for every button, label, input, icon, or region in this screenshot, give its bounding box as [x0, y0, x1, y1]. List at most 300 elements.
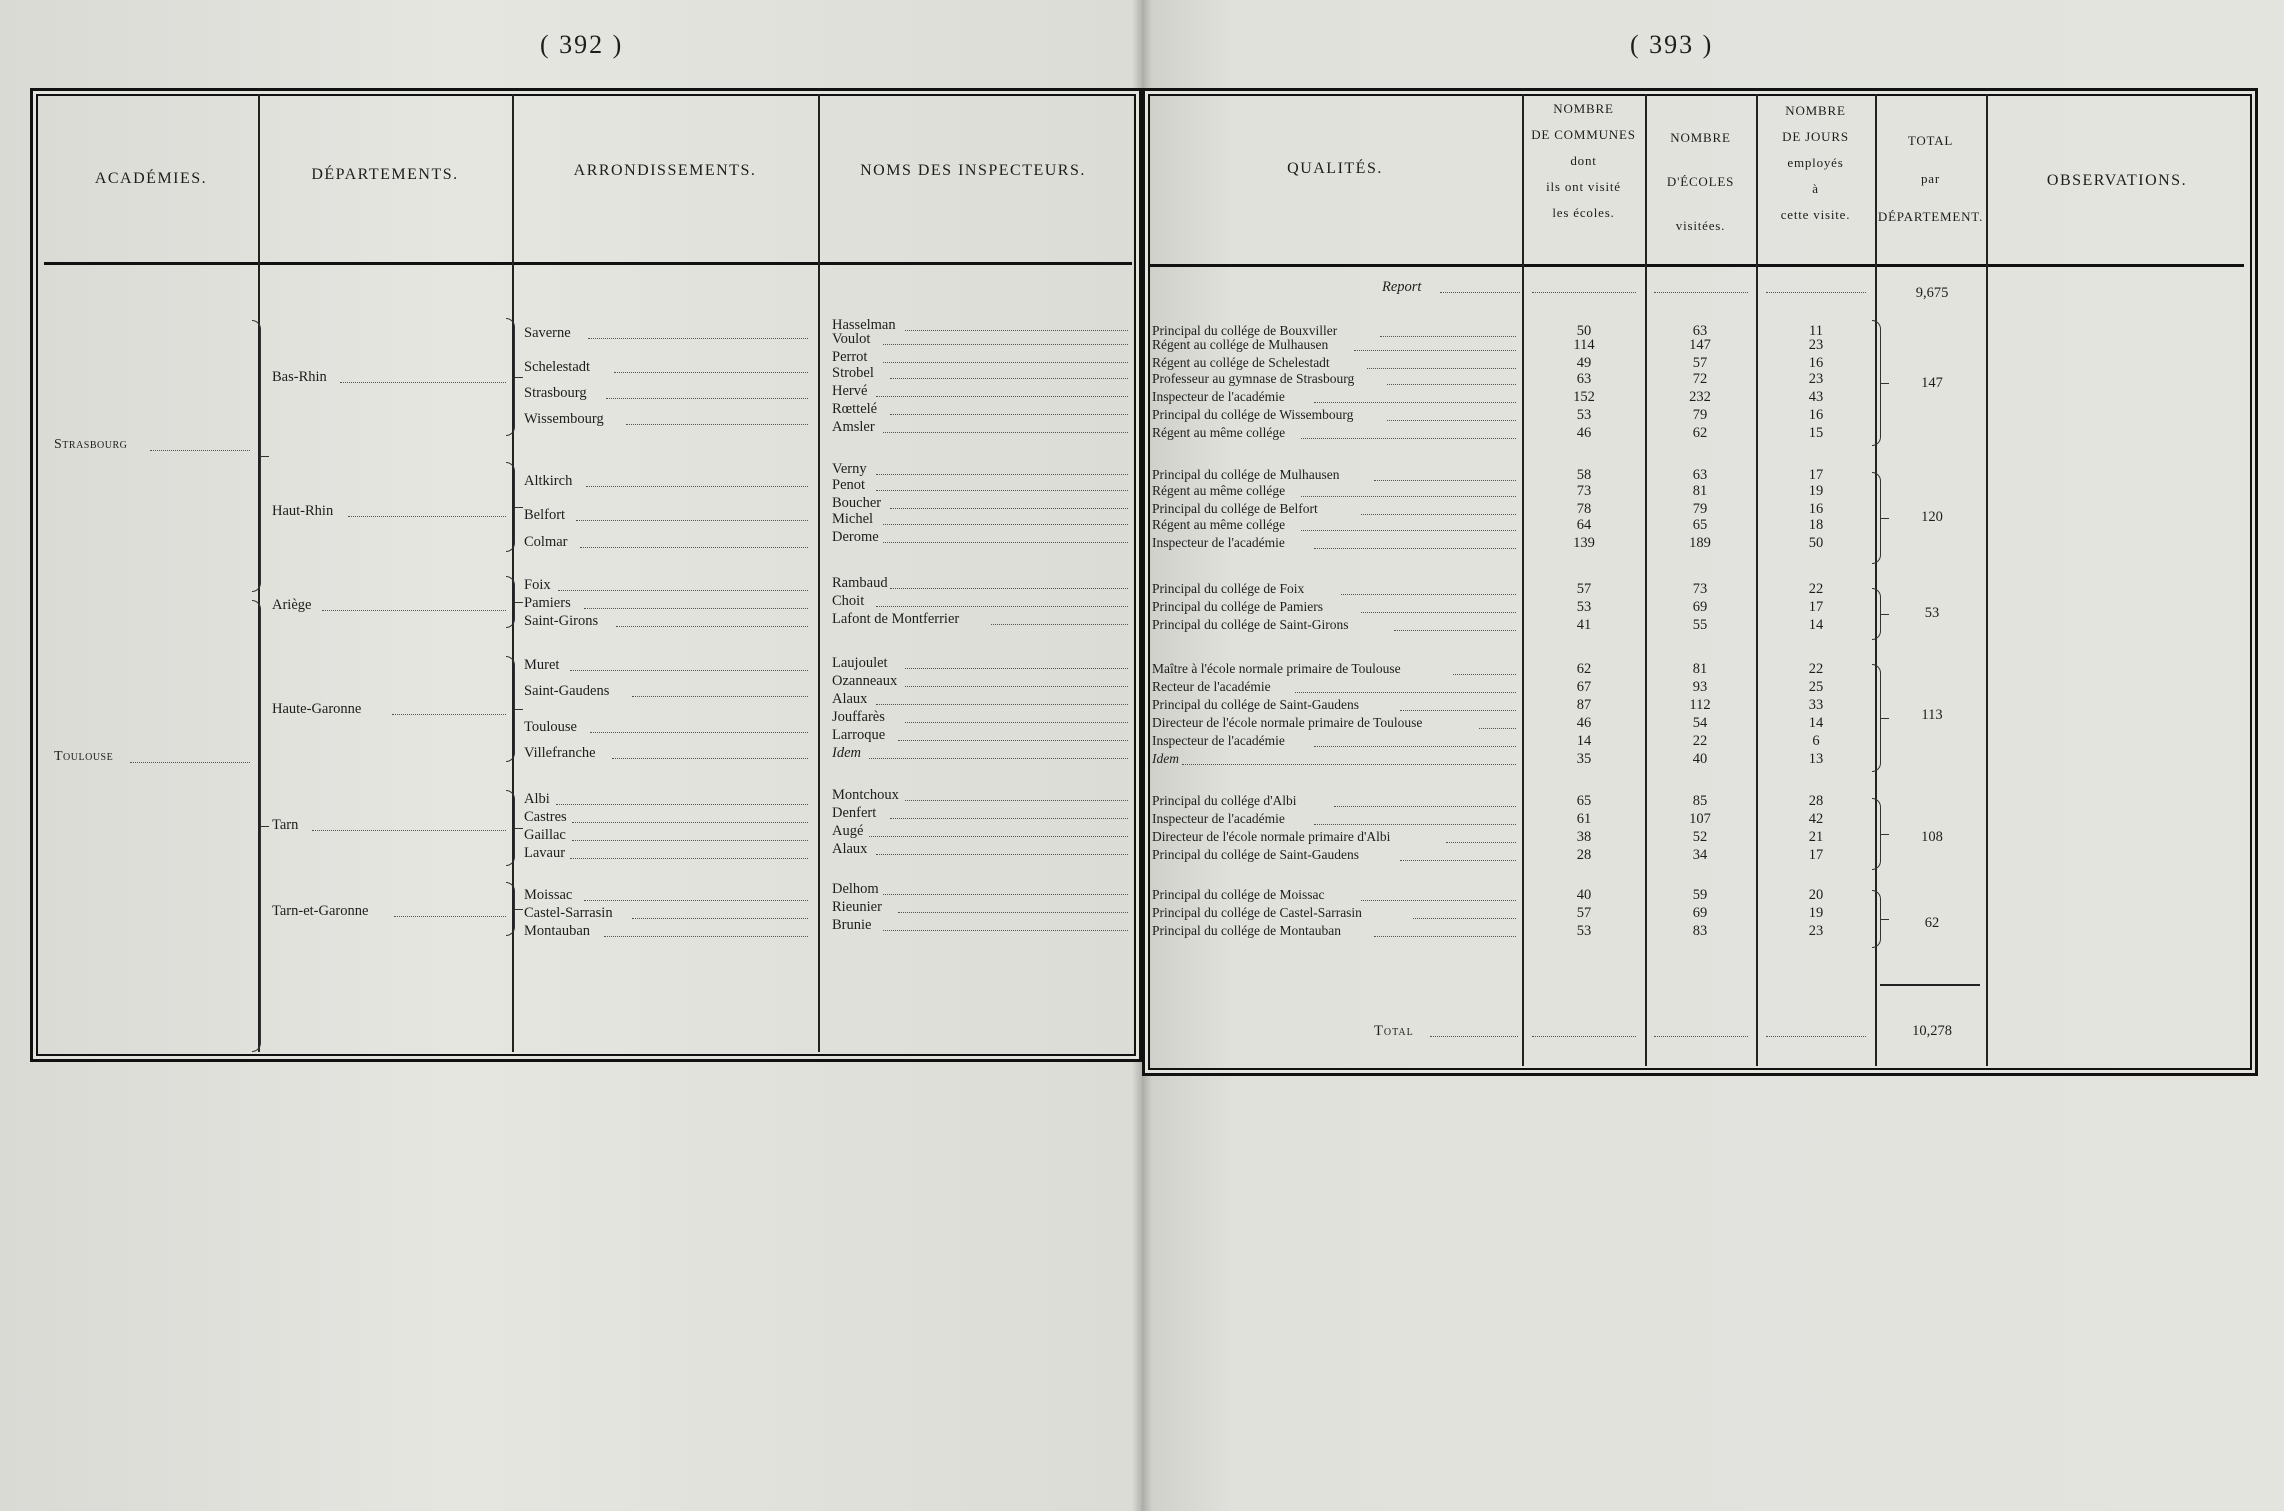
- leader-dots: [1394, 630, 1516, 631]
- arr-villefranche: Villefranche: [524, 745, 596, 761]
- leader-dots: [1301, 438, 1516, 439]
- arr-pamiers: Pamiers: [524, 595, 571, 611]
- academy-strasbourg: Strasbourg: [54, 437, 128, 452]
- leader-dots: [588, 338, 808, 339]
- jours-value: 23: [1808, 923, 1824, 939]
- jours-value: 20: [1808, 887, 1824, 903]
- leader-dots: [606, 398, 808, 399]
- jours-value: 43: [1808, 389, 1824, 405]
- arr-albi: Albi: [524, 791, 550, 807]
- inspecteur-name: Brunie: [832, 917, 872, 933]
- communes-value: 53: [1576, 407, 1592, 423]
- leader-dots: [584, 900, 808, 901]
- communes-value: 62: [1576, 661, 1592, 677]
- header-ecoles: NOMBRE D'ÉCOLES visitées.: [1666, 130, 1735, 233]
- communes-value: 152: [1573, 389, 1595, 405]
- grand-total: 10,278: [1912, 1023, 1952, 1039]
- ecoles-value: 63: [1692, 323, 1708, 339]
- leader-dots: [312, 830, 506, 831]
- inspecteur-name: Amsler: [832, 419, 875, 435]
- header-observations: OBSERVATIONS.: [2046, 172, 2188, 189]
- arr-muret: Muret: [524, 657, 560, 673]
- header-departements: DÉPARTEMENTS.: [311, 166, 459, 183]
- leader-dots: [883, 362, 1128, 363]
- jours-value: 23: [1808, 337, 1824, 353]
- leader-dots: [1334, 806, 1516, 807]
- communes-value: 64: [1576, 517, 1592, 533]
- inspecteur-name: Verny: [832, 461, 867, 477]
- jours-value: 23: [1808, 371, 1824, 387]
- ecoles-value: 62: [1692, 425, 1708, 441]
- brace: [506, 462, 515, 552]
- brace: [506, 656, 515, 762]
- jours-value: 14: [1808, 617, 1824, 633]
- brace: [1872, 798, 1881, 870]
- leader-dots: [1354, 350, 1516, 351]
- qualite-text: Principal du collége de Montauban: [1152, 923, 1341, 938]
- qualite-text: Directeur de l'école normale primaire d'Albi: [1152, 829, 1391, 844]
- brace: [1872, 890, 1881, 948]
- jours-value: 22: [1808, 581, 1824, 597]
- arr-belfort: Belfort: [524, 507, 566, 523]
- communes-value: 38: [1576, 829, 1592, 845]
- inspecteur-name: Strobel: [832, 365, 874, 381]
- leader-dots: [1430, 1036, 1518, 1037]
- col-divider: [1986, 94, 1988, 1066]
- inspecteur-name: Jouffarès: [832, 709, 885, 725]
- brace: [506, 576, 515, 628]
- leader-dots: [876, 854, 1128, 855]
- communes-value: 53: [1576, 923, 1592, 939]
- communes-value: 73: [1576, 483, 1592, 499]
- leader-dots: [898, 740, 1128, 741]
- qualite-text: Régent au même collége: [1152, 517, 1286, 532]
- leader-dots: [1400, 710, 1516, 711]
- leader-dots: [1380, 336, 1516, 337]
- leader-dots: [584, 608, 808, 609]
- leader-dots: [1295, 692, 1516, 693]
- inspecteur-name: Hervé: [832, 383, 868, 399]
- inspecteur-name: Augé: [832, 823, 864, 839]
- leader-dots: [1440, 292, 1520, 293]
- brace: [1872, 588, 1881, 640]
- ecoles-value: 81: [1692, 661, 1708, 677]
- leader-dots: [1654, 1036, 1748, 1037]
- leader-dots: [570, 670, 808, 671]
- arr-colmar: Colmar: [524, 534, 568, 550]
- inspecteur-name: Choit: [832, 593, 865, 609]
- leader-dots: [1341, 594, 1516, 595]
- leader-dots: [632, 918, 808, 919]
- leader-dots: [590, 732, 808, 733]
- ecoles-value: 59: [1692, 887, 1708, 903]
- jours-value: 21: [1808, 829, 1824, 845]
- brace: [506, 790, 515, 866]
- dept-total: 53: [1924, 605, 1940, 621]
- dept-total: 62: [1924, 915, 1940, 931]
- leader-dots: [890, 378, 1128, 379]
- jours-value: 28: [1808, 793, 1824, 809]
- leader-dots: [890, 414, 1128, 415]
- communes-value: 58: [1576, 467, 1592, 483]
- leader-dots: [1374, 936, 1516, 937]
- leader-dots: [1314, 746, 1516, 747]
- jours-value: 22: [1808, 661, 1824, 677]
- report-label: Report: [1382, 279, 1422, 295]
- arr-saint-girons: Saint-Girons: [524, 613, 599, 629]
- leader-dots: [576, 520, 808, 521]
- ecoles-value: 40: [1692, 751, 1708, 767]
- qualite-text: Principal du collége d'Albi: [1152, 793, 1297, 808]
- leader-dots: [1314, 548, 1516, 549]
- dept-bas-rhin: Bas-Rhin: [272, 369, 327, 385]
- leader-dots: [348, 516, 506, 517]
- report-value: 9,675: [1915, 285, 1949, 301]
- inspecteur-name: Larroque: [832, 727, 886, 743]
- qualite-text: Régent au collége de Mulhausen: [1152, 337, 1329, 352]
- leader-dots: [1367, 368, 1516, 369]
- ecoles-value: 73: [1692, 581, 1708, 597]
- jours-value: 25: [1808, 679, 1824, 695]
- qualite-text: Maître à l'école normale primaire de Toulouse: [1152, 661, 1401, 676]
- communes-value: 28: [1576, 847, 1592, 863]
- arr-montauban: Montauban: [524, 923, 591, 939]
- dept-total: 120: [1921, 509, 1943, 525]
- jours-value: 18: [1808, 517, 1824, 533]
- header-academies: ACADÉMIES.: [94, 170, 208, 187]
- jours-value: 17: [1808, 599, 1824, 615]
- leader-dots: [604, 936, 808, 937]
- leader-dots: [394, 916, 506, 917]
- inspecteur-name: Alaux: [832, 691, 868, 707]
- leader-dots: [572, 822, 808, 823]
- leader-dots: [905, 668, 1128, 669]
- qualite-text: Recteur de l'académie: [1152, 679, 1271, 694]
- left-page-number: ( 392 ): [540, 30, 624, 59]
- leader-dots: [1387, 420, 1516, 421]
- leader-dots: [1453, 674, 1516, 675]
- ecoles-value: 232: [1689, 389, 1711, 405]
- leader-dots: [1654, 292, 1748, 293]
- ecoles-value: 93: [1692, 679, 1708, 695]
- arr-wissembourg: Wissembourg: [524, 411, 604, 427]
- leader-dots: [883, 930, 1128, 931]
- jours-value: 11: [1809, 323, 1823, 339]
- brace: [1872, 664, 1881, 772]
- qualite-text: Directeur de l'école normale primaire de Toulouse: [1152, 715, 1423, 730]
- jours-value: 17: [1808, 847, 1824, 863]
- ecoles-value: 57: [1692, 355, 1708, 371]
- left-header-rule: [44, 262, 1132, 265]
- dept-total: 108: [1921, 829, 1943, 845]
- leader-dots: [898, 912, 1128, 913]
- header-arrondissements: ARRONDISSEMENTS.: [573, 162, 757, 179]
- qualite-text: Principal du collége de Pamiers: [1152, 599, 1323, 614]
- inspecteur-name: Denfert: [832, 805, 877, 821]
- jours-value: 19: [1808, 905, 1824, 921]
- total-rule: [1880, 984, 1980, 986]
- qualite-text: Principal du collége de Foix: [1152, 581, 1305, 596]
- communes-value: 78: [1576, 501, 1592, 517]
- leader-dots: [869, 836, 1128, 837]
- qualite-text: Principal du collége de Mulhausen: [1152, 467, 1340, 482]
- leader-dots: [890, 588, 1128, 589]
- header-jours: NOMBRE DE JOURS employés à cette visite.: [1780, 103, 1851, 222]
- qualite-text: Idem: [1152, 751, 1179, 766]
- communes-value: 35: [1576, 751, 1592, 767]
- arr-saverne: Saverne: [524, 325, 571, 341]
- leader-dots: [322, 610, 506, 611]
- qualite-text: Principal du collége de Wissembourg: [1152, 407, 1354, 422]
- leader-dots: [1361, 514, 1516, 515]
- right-page-number: ( 393 ): [1630, 30, 1714, 59]
- arr-lavaur: Lavaur: [524, 845, 566, 861]
- leader-dots: [586, 486, 808, 487]
- arr-saint-gaudens: Saint-Gaudens: [524, 683, 610, 699]
- inspecteur-name: Penot: [832, 477, 866, 493]
- inspecteur-name: Rambaud: [832, 575, 888, 591]
- leader-dots: [1374, 480, 1516, 481]
- ecoles-value: 54: [1692, 715, 1708, 731]
- qualite-text: Inspecteur de l'académie: [1152, 389, 1285, 404]
- communes-value: 50: [1576, 323, 1592, 339]
- leader-dots: [1413, 918, 1516, 919]
- jours-value: 17: [1808, 467, 1824, 483]
- jours-value: 50: [1808, 535, 1824, 551]
- leader-dots: [883, 894, 1128, 895]
- leader-dots: [392, 714, 506, 715]
- brace: [1872, 320, 1881, 446]
- jours-value: 16: [1808, 407, 1824, 423]
- ecoles-value: 79: [1692, 407, 1708, 423]
- jours-value: 14: [1808, 715, 1824, 731]
- arr-castel-sarrasin: Castel-Sarrasin: [524, 905, 613, 921]
- ecoles-value: 81: [1692, 483, 1708, 499]
- qualite-text: Principal du collége de Bouxviller: [1152, 323, 1338, 338]
- inspecteur-name: Ozanneaux: [832, 673, 898, 689]
- leader-dots: [1479, 728, 1516, 729]
- dept-haute-garonne: Haute-Garonne: [272, 701, 362, 717]
- jours-value: 16: [1808, 355, 1824, 371]
- jours-value: 13: [1808, 751, 1824, 767]
- arr-toulouse: Toulouse: [524, 719, 577, 735]
- ecoles-value: 22: [1692, 733, 1708, 749]
- leader-dots: [570, 858, 808, 859]
- inspecteur-name: Rœttelé: [832, 401, 878, 417]
- ecoles-value: 107: [1689, 811, 1711, 827]
- brace: [1872, 472, 1881, 564]
- communes-value: 63: [1576, 371, 1592, 387]
- qualite-text: Principal du collége de Saint-Gaudens: [1152, 697, 1359, 712]
- arr-schelestadt: Schelestadt: [524, 359, 591, 375]
- communes-value: 53: [1576, 599, 1592, 615]
- communes-value: 41: [1576, 617, 1592, 633]
- leader-dots: [1532, 292, 1636, 293]
- leader-dots: [1766, 292, 1866, 293]
- ecoles-value: 55: [1692, 617, 1708, 633]
- header-communes: NOMBRE DE COMMUNES dont ils ont visité les écoles.: [1531, 101, 1636, 220]
- arr-castres: Castres: [524, 809, 567, 825]
- leader-dots: [876, 606, 1128, 607]
- communes-value: 114: [1573, 337, 1595, 353]
- communes-value: 61: [1576, 811, 1592, 827]
- arr-moissac: Moissac: [524, 887, 573, 903]
- inspecteur-name: Alaux: [832, 841, 868, 857]
- inspecteur-name: Lafont de Montferrier: [832, 611, 960, 627]
- jours-value: 19: [1808, 483, 1824, 499]
- leader-dots: [1361, 612, 1516, 613]
- communes-value: 49: [1576, 355, 1592, 371]
- inspecteur-name: Montchoux: [832, 787, 899, 803]
- leader-dots: [890, 508, 1128, 509]
- leader-dots: [580, 547, 808, 548]
- inspecteur-name: Hasselman: [832, 317, 896, 333]
- leader-dots: [991, 624, 1128, 625]
- qualite-text: Principal du collége de Castel-Sarrasin: [1152, 905, 1362, 920]
- leader-dots: [556, 804, 808, 805]
- ecoles-value: 72: [1692, 371, 1708, 387]
- leader-dots: [883, 542, 1128, 543]
- total-label: Total: [1374, 1023, 1414, 1039]
- communes-value: 87: [1576, 697, 1592, 713]
- qualite-text: Inspecteur de l'académie: [1152, 535, 1285, 550]
- ecoles-value: 112: [1689, 697, 1711, 713]
- ecoles-value: 83: [1692, 923, 1708, 939]
- communes-value: 139: [1573, 535, 1595, 551]
- inspecteur-name: Voulot: [832, 331, 871, 347]
- ecoles-value: 189: [1689, 535, 1711, 551]
- leader-dots: [1182, 764, 1516, 765]
- academy-toulouse: Toulouse: [54, 749, 114, 764]
- leader-dots: [876, 704, 1128, 705]
- inspecteur-name: Perrot: [832, 349, 868, 365]
- qualite-text: Principal du collége de Belfort: [1152, 501, 1318, 516]
- leader-dots: [905, 722, 1128, 723]
- leader-dots: [876, 474, 1128, 475]
- ecoles-value: 85: [1692, 793, 1708, 809]
- col-divider: [1756, 94, 1758, 1066]
- inspecteur-name: Michel: [832, 511, 874, 527]
- dept-ariege: Ariège: [272, 597, 312, 613]
- brace: [506, 882, 515, 936]
- qualite-text: Régent au même collége: [1152, 483, 1286, 498]
- ecoles-value: 34: [1692, 847, 1708, 863]
- leader-dots: [890, 818, 1128, 819]
- communes-value: 65: [1576, 793, 1592, 809]
- leader-dots: [876, 396, 1128, 397]
- arr-foix: Foix: [524, 577, 551, 593]
- dept-total: 147: [1921, 375, 1943, 391]
- jours-value: 6: [1812, 733, 1820, 749]
- communes-value: 57: [1576, 581, 1592, 597]
- inspecteur-name: Laujoulet: [832, 655, 888, 671]
- leader-dots: [1314, 402, 1516, 403]
- qualite-text: Principal du collége de Saint-Girons: [1152, 617, 1349, 632]
- leader-dots: [883, 432, 1128, 433]
- jours-value: 16: [1808, 501, 1824, 517]
- leader-dots: [905, 800, 1128, 801]
- arr-strasbourg: Strasbourg: [524, 385, 587, 401]
- leader-dots: [1532, 1036, 1636, 1037]
- leader-dots: [1301, 496, 1516, 497]
- leader-dots: [1766, 1036, 1866, 1037]
- leader-dots: [130, 762, 250, 763]
- communes-value: 40: [1576, 887, 1592, 903]
- leader-dots: [883, 344, 1128, 345]
- leader-dots: [1387, 384, 1516, 385]
- leader-dots: [905, 330, 1128, 331]
- col-divider: [818, 94, 820, 1052]
- ecoles-value: 147: [1689, 337, 1711, 353]
- communes-value: 46: [1576, 425, 1592, 441]
- brace: [252, 320, 261, 592]
- dept-total: 113: [1921, 707, 1943, 723]
- leader-dots: [558, 590, 808, 591]
- col-divider: [1522, 94, 1524, 1066]
- leader-dots: [1301, 530, 1516, 531]
- header-inspecteurs: NOMS DES INSPECTEURS.: [860, 162, 1086, 179]
- header-total: TOTAL par DÉPARTEMENT.: [1877, 133, 1984, 224]
- leader-dots: [869, 758, 1128, 759]
- jours-value: 42: [1808, 811, 1824, 827]
- leader-dots: [1314, 824, 1516, 825]
- ecoles-value: 52: [1692, 829, 1708, 845]
- dept-haut-rhin: Haut-Rhin: [272, 503, 334, 519]
- ecoles-value: 69: [1692, 599, 1708, 615]
- ecoles-value: 79: [1692, 501, 1708, 517]
- leader-dots: [572, 840, 808, 841]
- leader-dots: [632, 696, 808, 697]
- qualite-text: Régent au collége de Schelestadt: [1152, 355, 1330, 370]
- leader-dots: [876, 490, 1128, 491]
- qualite-text: Inspecteur de l'académie: [1152, 733, 1285, 748]
- leader-dots: [1361, 900, 1516, 901]
- jours-value: 15: [1808, 425, 1824, 441]
- inspecteur-name: Derome: [832, 529, 879, 545]
- qualite-text: Inspecteur de l'académie: [1152, 811, 1285, 826]
- inspecteur-name: Delhom: [832, 881, 879, 897]
- leader-dots: [616, 626, 808, 627]
- leader-dots: [612, 758, 808, 759]
- qualite-text: Principal du collége de Moissac: [1152, 887, 1325, 902]
- inspecteur-name: Idem: [832, 745, 861, 761]
- leader-dots: [626, 424, 808, 425]
- leader-dots: [1400, 860, 1516, 861]
- communes-value: 57: [1576, 905, 1592, 921]
- dept-tarn: Tarn: [272, 817, 299, 833]
- communes-value: 14: [1576, 733, 1592, 749]
- communes-value: 46: [1576, 715, 1592, 731]
- leader-dots: [1446, 842, 1516, 843]
- qualite-text: Régent au même collége: [1152, 425, 1286, 440]
- arr-gaillac: Gaillac: [524, 827, 566, 843]
- qualite-text: Principal du collége de Saint-Gaudens: [1152, 847, 1359, 862]
- brace: [506, 318, 515, 436]
- ecoles-value: 63: [1692, 467, 1708, 483]
- dept-tarn-et-garonne: Tarn-et-Garonne: [272, 903, 369, 919]
- inspecteur-name: Rieunier: [832, 899, 882, 915]
- leader-dots: [905, 686, 1128, 687]
- inspecteur-name: Boucher: [832, 495, 882, 511]
- arr-altkirch: Altkirch: [524, 473, 573, 489]
- jours-value: 33: [1808, 697, 1824, 713]
- leader-dots: [614, 372, 808, 373]
- right-header-rule: [1148, 264, 2244, 267]
- leader-dots: [150, 450, 250, 451]
- header-qualites: QUALITÉS.: [1287, 160, 1383, 177]
- qualite-text: Professeur au gymnase de Strasbourg: [1152, 371, 1355, 386]
- leader-dots: [883, 524, 1128, 525]
